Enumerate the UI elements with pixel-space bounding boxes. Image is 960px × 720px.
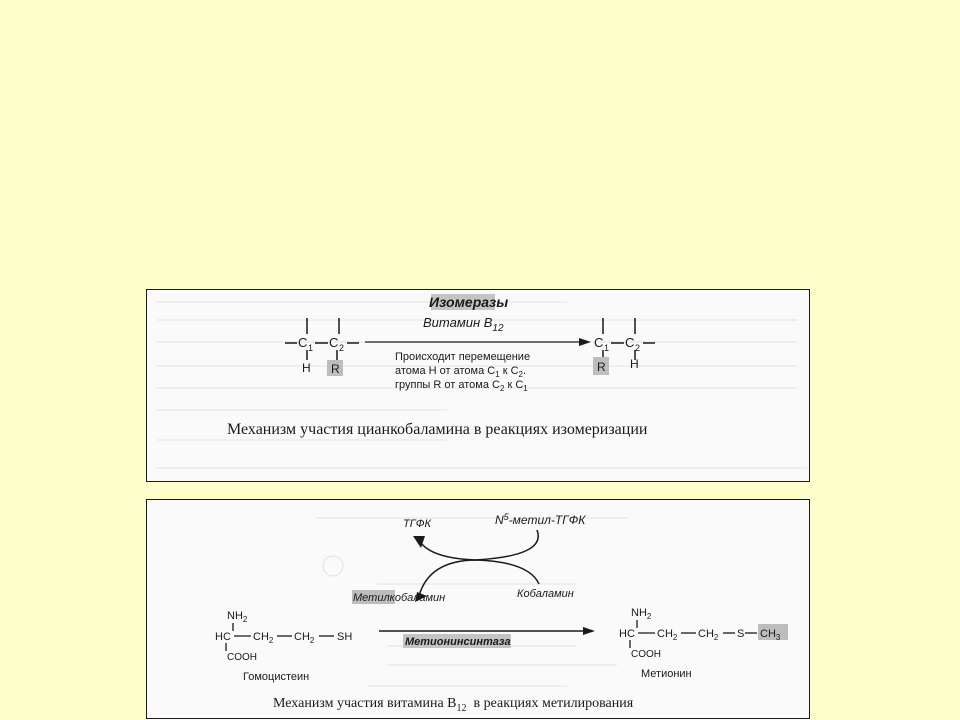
- methionine-structure: [619, 607, 788, 680]
- r-group-left: R: [331, 362, 340, 376]
- svg-text:1: 1: [604, 343, 610, 353]
- atom-c1-right: C: [594, 335, 604, 350]
- methylation-caption: Механизм участия витамина $B_{12}$ в реакциях метилирования: [273, 696, 634, 714]
- nh2-right: $NH_2$: [631, 607, 652, 621]
- cooh-right: COOH: [631, 649, 661, 660]
- cooh-left: COOH: [227, 652, 257, 663]
- homocysteine-label: Гомоцистеин: [243, 671, 310, 683]
- svg-text:2: 2: [635, 343, 641, 353]
- atom-c2: C: [329, 335, 339, 350]
- reaction-arrow: [365, 294, 591, 393]
- svg-text:2: 2: [339, 343, 345, 353]
- ch3-group: $CH_3$: [760, 628, 781, 642]
- atom-c2-right: C: [625, 335, 635, 350]
- enzyme-label: Изомеразы: [429, 294, 509, 310]
- cofactor-label: Витамин $B_{12}$: [423, 315, 504, 334]
- cobalamin-cycle: [419, 530, 539, 596]
- methionine-label: Метионин: [641, 668, 692, 680]
- thfa-label: ТГФК: [403, 518, 431, 530]
- methionine-synthase-arrow: [379, 627, 595, 648]
- ch2-right-2: $CH_2$: [698, 628, 719, 642]
- ch2-right-1: $CH_2$: [657, 628, 678, 642]
- note-line-1: Происходит перемещение: [395, 351, 531, 363]
- n5-methyl-thfa-label: $N^5-метил$-ТГФК: [495, 512, 586, 527]
- atom-h-right: H: [630, 357, 639, 371]
- nh2-left: $NH_2$: [227, 610, 248, 624]
- atom-c1: C: [298, 335, 308, 350]
- homocysteine-structure: [215, 610, 352, 683]
- methylation-panel: [146, 499, 810, 719]
- isomerization-caption: Механизм участия цианкобаламина в реакциях изомеризации: [227, 421, 648, 438]
- substrate-structure: [285, 318, 359, 376]
- s-atom: S: [737, 628, 745, 640]
- methylcobalamin-label: Метилкобаламин: [353, 592, 446, 604]
- isomerization-panel: [146, 289, 810, 482]
- cobalamin-label: Кобаламин: [517, 588, 574, 600]
- isomerization-diagram: [147, 290, 810, 482]
- atom-h-left: H: [302, 361, 311, 375]
- methionine-synthase-label: Метионинсинтаза: [405, 636, 511, 648]
- sh-group: SH: [337, 631, 353, 643]
- ch2-left-2: $CH_2$: [294, 631, 315, 645]
- svg-text:1: 1: [308, 343, 314, 353]
- note-line-3: группы R от атома $С_2$ к $С_1$: [395, 379, 528, 393]
- ch2-left-1: $CH_2$: [253, 631, 274, 645]
- note-line-2: атома Н от атома $С_1$ к $С_2$.: [395, 365, 527, 379]
- methylation-diagram: [147, 500, 810, 719]
- r-group-right: R: [597, 360, 606, 374]
- hc-right: HC: [619, 628, 635, 640]
- hc-left: HC: [215, 631, 231, 643]
